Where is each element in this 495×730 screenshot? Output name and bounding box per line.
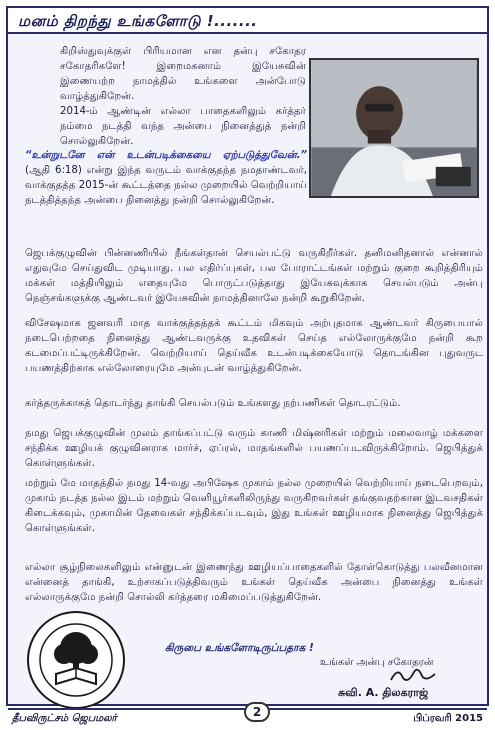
greeting-text: கிறிஸ்துவுக்குள் பிரியமான என தன்பு சகோதர சகோதரிகளே! இறைமகனாம் இயேசுவின் இணையற்ற நாமத்தில் உங்களை அன்போடு வாழ்த்துகிறேன். — [60, 46, 306, 102]
page-footer — [8, 705, 487, 728]
intro-text-2: 2014-ம் ஆண்டின் எல்லா பாதைகளிலும் கர்த்தர் நம்மை நடத்தி வந்த அன்பை நினைத்துத் நன்றி சொல்லுகிறேன். — [60, 106, 306, 147]
paragraph-3: கர்த்தருக்காகத் தொடர்ந்து தாங்கி செயல்படும் உங்களது நற்பணிகள் தொடரட்டும். — [25, 398, 401, 409]
intro-paragraph-1 — [60, 44, 306, 149]
author-photo — [309, 58, 479, 198]
author-photo-illustration — [311, 60, 477, 196]
footer-date: பிப்ரவரி 2015 — [413, 713, 483, 724]
prayer-group-logo — [24, 608, 128, 712]
intro-text-3: (ஆதி 6:18) என்று இந்த வருடம் வாக்குதந்த நமதாண்டவர், வாக்குதத்த 2015-ன் கூட்டத்தை நல்ல முறையில் வெற்றியாய் நடத்தித்தந்த அன்பை நினைத்து நன்றி சொல்லுகிறேன். — [25, 165, 307, 206]
page-title: மனம் திறந்து உங்களோடு !....... — [8, 8, 487, 34]
author-name: சுவி. A. திலகராஜ் — [338, 686, 429, 699]
verse-quote: “உன்றுடனே என் உடன்படிக்கையை ஏற்படுத்துவேன்.” — [25, 150, 307, 161]
footer-publication: தீபவிருட்சம் ஜெபமலர் — [12, 713, 117, 724]
signoff-text: உங்கள் அன்பு சகோதரன் — [320, 657, 434, 668]
paragraph-4: நமது ஜெபக்குழுவின் முலம் தாங்கப்பட்டு வரும் காணி மிஷ்னரிகள் மற்றும் மலைவாழ் மக்களை சந்திக்க ஊழியக் குழுவினராக மார்ச், ஏப்ரல், மாதங்களில் பயணப்படவிருக்கிறோம். ஜெபித்துக் கொள்ளுங்கள். — [25, 428, 483, 469]
paragraph-6: எல்லா சூழ்நிலைகளிலும் என்னுடன் இணைந்து ஊழியப்பாதைகளில் தோள்கொடுத்து பலவீனமான என்னைத் தாங்கி, உற்சாகப்படுத்திவரும் உங்கள் தெய்வீக அன்பை நினைத்து உங்கள் எல்லாருக்குமே நன்றி சொல்லி கர்த்தரை மகிமைப்படுத்துகிறேன். — [25, 562, 483, 603]
handwritten-signature — [388, 664, 438, 686]
paragraph-1: ஜெபக்குழுவின் பின்னணியில் நீங்கள்தான் செயல்பட்டு வருகிறீர்கள். தனிமனிதனால் என்னால் எதுவுமே செய்துவிட முடியாது. பல எதிர்ப்புகள், பல போராட்டங்கள் மற்றும் குறை கூறித்திரியும் மக்கள் மத்தியிலும் எதையுமே பொருட்படுத்தாது இயேசுவுக்காக செயல்படும் அன்பு நெஞ்சங்களுக்கு ஆண்டவர் இயேசுவின் நாமத்தினாலே நன்றி கூறுகிறேன். — [25, 248, 483, 304]
paragraph-5: மற்றும் மே மாதத்தில் நமது 14-வது அபிஷேக முகாம் நல்ல முறையில் வெற்றியாய் நடைபெறவும், முகாம் நடத்த நல்ல இடம் மற்றும் வெளியூர்களிலிருந்து வருகிறவர்கள் தங்குவதற்கான இடவசதிகள் கிடைக்கவும், முகாமின் தேவைகள் சந்திக்கப்படவும், இது உங்கள் ஊழியமாக நினைத்து ஜெபித்துக் கொள்ளுங்கள். — [25, 478, 483, 534]
paragraph-2: விசேஷமாக ஜனவரி மாத வாக்குத்தத்தக் கூட்டம் மிகவும் அற்புதமாக ஆண்டவர் கிருபையால் நடைபெற்றதை நினைத்து ஆண்டவருக்கு உதவிகள் செய்த எல்லோருக்குமே நன்றி கூற கடமைப்பட்டிருக்கிறேன். வெற்றியாய் தெய்வீக உடன்படிக்கையோடு தொடங்கின புதுவருட பயணத்திற்காக எல்லோரையுமே அன்புடன் வாழ்த்துகிறேன். — [25, 318, 483, 374]
intro-paragraph-2 — [25, 148, 307, 208]
closing-blessing: கிருபை உங்களோடிருப்பதாக ! — [165, 642, 314, 654]
tree-book-emblem-icon — [24, 608, 128, 712]
page-number: 2 — [244, 702, 270, 722]
